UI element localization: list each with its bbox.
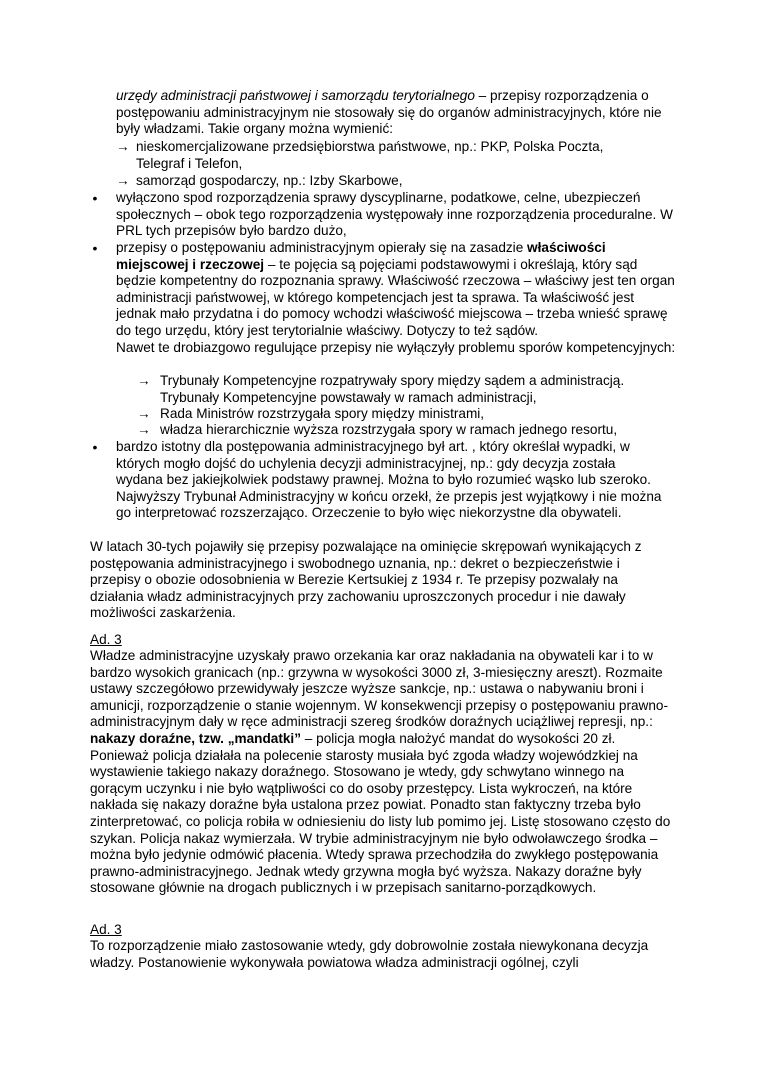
competence-item-1: Trybunały Kompetencyjne rozpatrywały spory między sądem a administracją. Trybunały Kompetencyjne powstawały w ramach administracji, — [160, 373, 625, 405]
bullet-icon: • — [92, 190, 98, 206]
section-2-body: Władze administracyjne uzyskały prawo orzekania kar oraz nakładania na obywateli kar i to w bardzo wysokich granicach (np.: grzywna w wysokości 3000 zł, 3-miesięczny areszt). Rozmaite ustawy szczegółowo przewidywały jeszcze wyższe sankcje, np.: ustawa o nabywaniu broni i amunicji, rozporządzenie o stanie wojennym. W konsekwencji przepisy o postępowaniu prawno-administracyjnym dały w ręce administracji szereg środków doraźnych uciążliwej represji, np.: nakazy doraźne, tzw. „mandatki” – policja mogła nałożyć mandat do wysokości 20 zł. Ponieważ policja działała na polecenie starosty musiała być zgoda władzy wojewódzkiej na wystawienie takiego nakazy doraźnego. Stosowano je wtedy, gdy schwytano winnego na gorącym uczynku i nie było wątpliwości co do osoby przestępcy. Lista wykroczeń, na które nakłada się nakazy doraźne była ustalona przez powiat. Ponadto stan faktyczny trzeba było zinterpretować, co policja robiła w odniesieniu do listy lub pomimo jej. Listę stosowano często do szykan. Policja nakaz wymierzała. W trybie administracyjnym nie było odwoławczego środka – można było jedynie odmówić płacenia. Wtedy sprawa przechodziła do zwykłego postępowania prawno-administracyjnego. Jednak wtedy grzywna mogła być wyższa. Nakazy doraźne były stosowane głównie na drogach publicznych i w przepisach sanitarno-porządkowych. — [90, 648, 671, 896]
section-2-bold: nakazy doraźne, tzw. „mandatki” — [90, 730, 302, 746]
intro-paragraph — [116, 88, 664, 138]
intro-lead-italic: urzędy administracji państwowej i samorządu terytorialnego — [116, 88, 475, 103]
intro-item-2: samorząd gospodarczy, np.: Izby Skarbowe, — [136, 173, 403, 188]
intro-item-1: nieskomercjalizowane przedsiębiorstwa państwowe, np.: PKP, Polska Poczta, Telegraf i Telefon, — [136, 139, 604, 171]
intro-lead-text: – przepisy rozporządzenia o postępowaniu administracyjnym nie stosowały się do organów administracyjnych, które nie były władzami. Takie organy można wymienić: — [116, 88, 662, 137]
section-3-heading: Ad. 3 — [90, 922, 122, 937]
section-2-heading: Ad. 3 — [90, 632, 122, 647]
arrow-icon: → — [116, 139, 130, 154]
bullet-2-text: przepisy o postępowaniu administracyjnym opierały się na zasadzie właściwości miejscowej i rzeczowej – te pojęcia są pojęciami podstawowymi i określają, który sąd będzie kompetentny do rozpoznania sprawy. Właściwość rzeczowa – właściwy jest ten organ administracji państwowej, w którego kompetencjach jest ta sprawa. Ta właściwość jest jednak mało przydatna i do pomocy wchodzi właściwość miejscowa – trzeba wnieść sprawę do tego urzędu, który jest terytorialnie właściwy. Dotyczy to też sądów. Nawet te drobiazgowo regulujące przepisy nie wyłączyły problemu sporów kompetencyjnych: — [116, 240, 676, 355]
bullet-1-text: wyłączono spod rozporządzenia sprawy dyscyplinarne, podatkowe, celne, ubezpieczeń społecznych – obok tego rozporządzenia występowały inne rozporządzenia proceduralne. W PRL tych przepisów było bardzo dużo, — [116, 190, 673, 239]
competence-item-3: władza hierarchicznie wyższa rozstrzygała spory w ramach jednego resortu, — [160, 422, 618, 437]
bullet-2-bold: właściwości miejscowej i rzeczowej — [116, 240, 606, 272]
bullet-icon: • — [92, 240, 98, 256]
bullet-3-text: bardzo istotny dla postępowania administracyjnego był art. , który określał wypadki, w których mogło dojść do uchylenia decyzji administracyjnej, np.: gdy decyzja została wydana bez jakiejkolwiek podstawy prawnej. Można to było rozumieć wąsko lub szeroko. Najwyższy Trybunał Administracyjny w końcu orzekł, że przepis jest wyjątkowy i nie można go interpretować rozszerzająco. Orzeczenie to było więc niekorzystne dla obywateli. — [116, 439, 662, 521]
arrow-icon: → — [137, 406, 151, 421]
bullet-icon: • — [92, 439, 98, 455]
competence-item-2: Rada Ministrów rozstrzygała spory między ministrami, — [160, 406, 485, 421]
bullet-2-continuation: Nawet te drobiazgowo regulujące przepisy nie wyłączyły problemu sporów kompetencyjnych: — [116, 339, 676, 355]
arrow-icon: → — [137, 373, 151, 388]
paragraph-1930s: W latach 30-tych pojawiły się przepisy pozwalające na ominięcie skrępowań wynikających z postępowania administracyjnego i swobodnego uznania, np.: dekret o bezpieczeństwie i przepisy o obozie odosobnienia w Berezie Kertsukiej z 1934 r. Te przepisy pozwalały na działania władz administracyjnych przy zachowaniu uproszczonych procedur i nie dawały możliwości zaskarżenia. — [90, 539, 642, 621]
section-3-body: To rozporządzenie miało zastosowanie wtedy, gdy dobrowolnie została niewykonana decyzja władzy. Postanowienie wykonywała powiatowa władza administracji ogólnej, czyli — [90, 938, 649, 970]
arrow-icon: → — [116, 173, 130, 188]
arrow-icon: → — [137, 422, 151, 437]
